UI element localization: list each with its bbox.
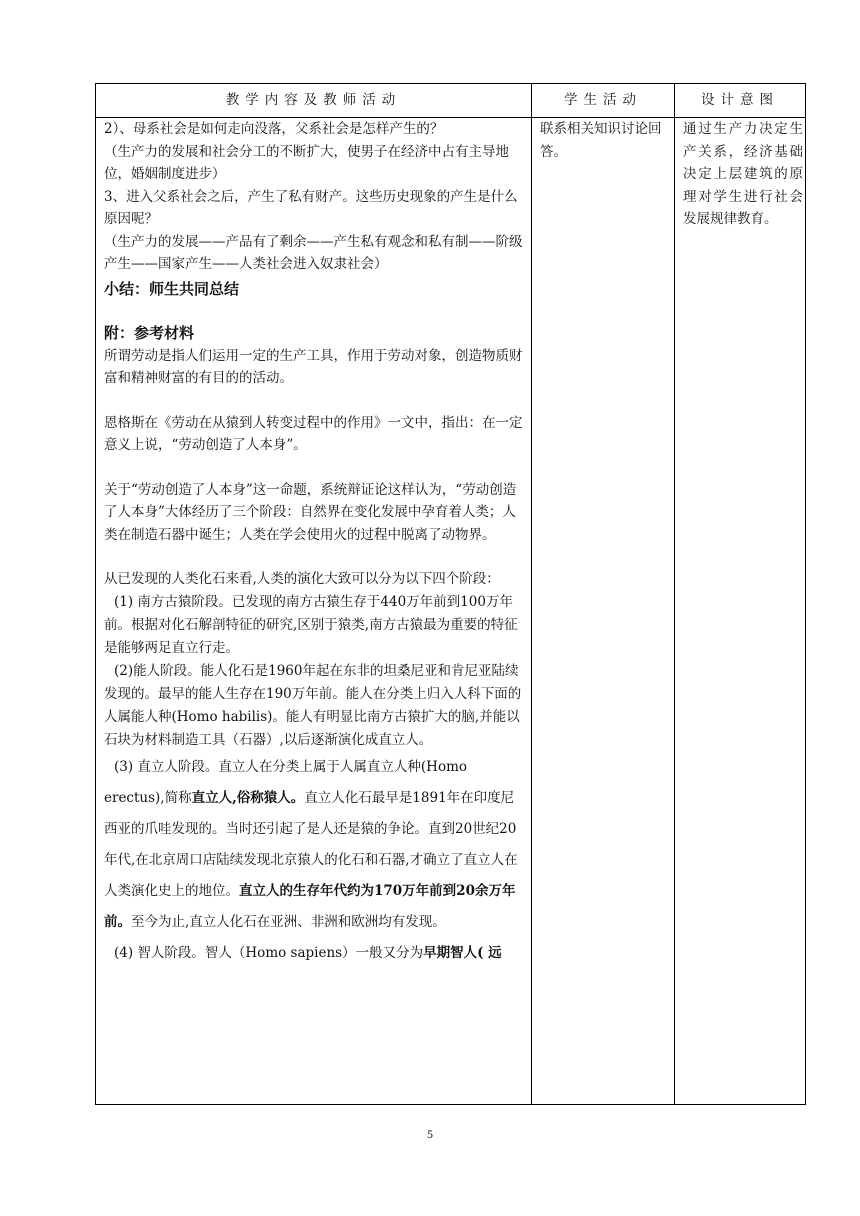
lesson-plan-table <box>95 83 806 1105</box>
question-2-answer: （生产力的发展和社会分工的不断扩大，使男子在经济中占有主导地位，婚姻制度进步） <box>104 143 509 182</box>
header-teaching-content: 教学内容及教师活动 <box>225 92 402 108</box>
stage-1-paragraph: (1) 南方古猿阶段。已发现的南方古猿生存于440万年前到100万年前。根据对化石解剖特征的研究,区别于猿类,南方古猿最为重要的特征是能够两足直立行走。 <box>104 593 518 656</box>
header-student-activity: 学生活动 <box>564 92 642 108</box>
question-2: 2）、母系社会是如何走向没落，父系社会是怎样产生的？ <box>104 121 444 137</box>
stage-2-paragraph: (2)能人阶段。能人化石是1960年起在东非的坦桑尼亚和肯尼亚陆续发现的。最早的能人生存在190万年前。能人在分类上归入人科下面的人属能人种(Homo habilis)。能人有明显比南方古猿扩大的脑,并能以石块为材料制造工具（石器）,以后逐渐演化成直立人。 <box>104 662 522 748</box>
header-design-intent: 设计意图 <box>701 92 779 108</box>
stage-3-text-c: 至今为止,直立人化石在亚洲、非洲和欧洲均有发现。 <box>131 913 446 930</box>
engels-quote: 恩格斯在《劳动在从猿到人转变过程中的作用》一文中，指出：在一定意义上说，“劳动创造了人本身”。 <box>104 414 523 453</box>
design-intent-cell: 通过生产力决定生产关系，经济基础决定上层建筑的原理对学生进行社会发展规律教育。 <box>683 121 803 227</box>
question-3-answer: （生产力的发展——产品有了剩余——产生私有观念和私有制——阶级产生——国家产生——人类社会进入奴隶社会） <box>104 233 523 272</box>
teaching-content-cell <box>104 118 526 969</box>
dialectic-paragraph: 关于“劳动创造了人本身”这一命题，系统辩证论这样认为，“劳动创造了人本身”大体经历了三个阶段：自然界在变化发展中孕育着人类；人类在制造石器中诞生；人类在学会使用火的过程中脱离了动物界。 <box>104 481 517 543</box>
question-3: 3、进入父系社会之后，产生了私有财产。这些历史现象的产生是什么原因呢？ <box>104 188 518 227</box>
stage-3-bold-a: 直立人,俗称猿人。 <box>191 789 305 806</box>
stage-3-bold-b: 直立人的生存年代约为170万年前到20余万年前。 <box>104 882 516 930</box>
stage-4-paragraph <box>104 938 526 969</box>
fossil-intro: 从已发现的人类化石来看,人类的演化大致可以分为以下四个阶段： <box>104 571 500 587</box>
stage-4-bold: 早期智人( 远 <box>423 944 502 961</box>
column-divider <box>531 84 532 1104</box>
stage-3-text-b: 直立人化石最早是1891年在印度尼西亚的爪哇发现的。当时还引起了是人还是猿的争论。直到20世纪20年代,在北京周口店陆续发现北京猿人的化石和石器,才确立了直立人在人类演化史上的地位。 <box>104 789 518 899</box>
stage-3-paragraph <box>104 752 526 938</box>
student-activity-cell: 联系相关知识讨论回答。 <box>540 121 662 160</box>
reference-heading: 附：参考材料 <box>104 324 195 342</box>
page-number: 5 <box>427 1127 433 1141</box>
summary-heading: 小结：师生共同总结 <box>104 279 240 298</box>
labor-definition: 所谓劳动是指人们运用一定的生产工具，作用于劳动对象，创造物质财富和精神财富的有目的的活动。 <box>104 347 523 386</box>
column-divider <box>674 84 675 1104</box>
stage-4-text: (4) 智人阶段。智人（Homo sapiens）一般又分为 <box>114 944 424 961</box>
stage-3-text-a: (3) 直立人阶段。直立人在分类上属于人属直立人种(Homo erectus),简称 <box>104 758 468 806</box>
